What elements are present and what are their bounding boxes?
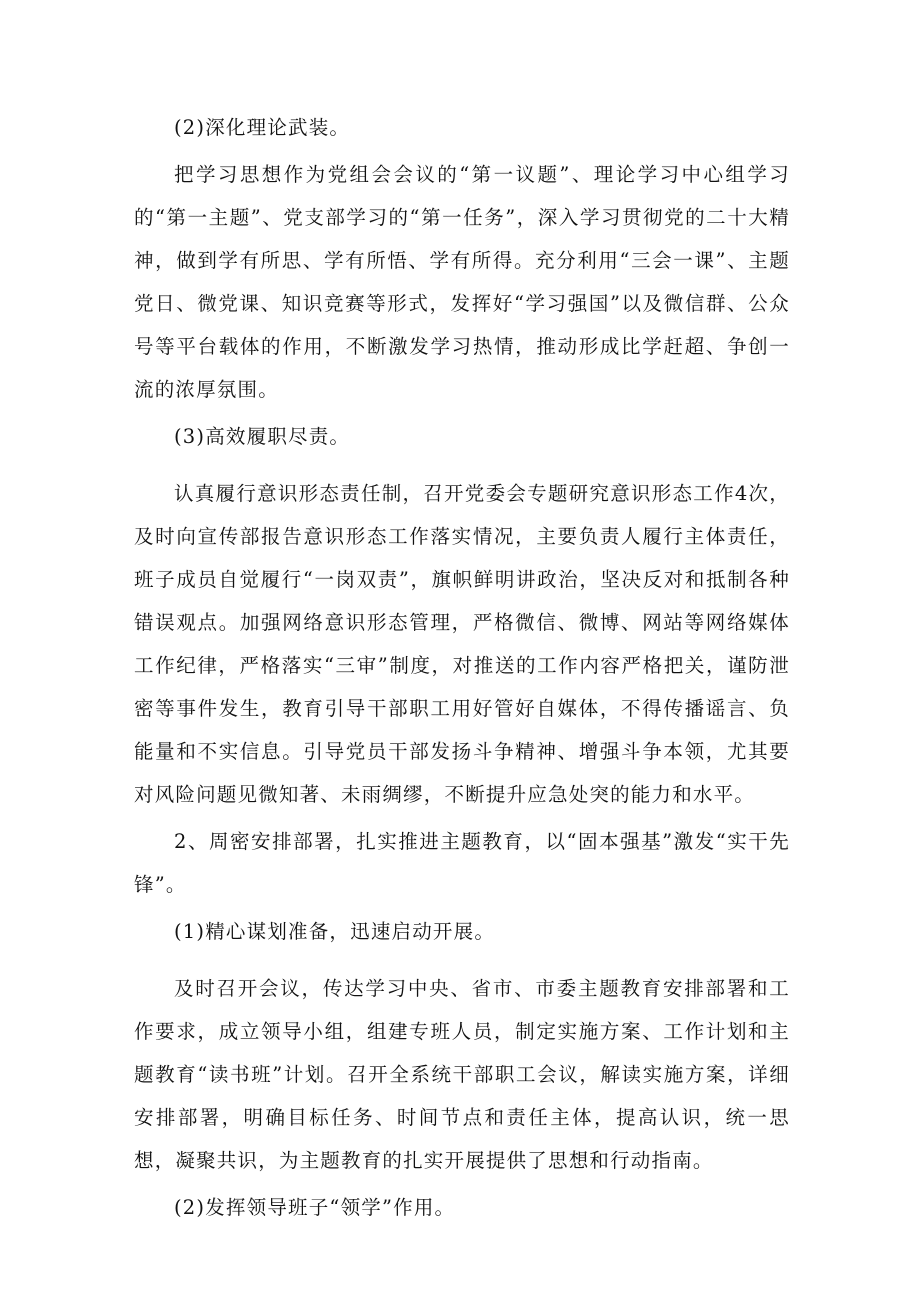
paragraph-study-thought: 把学习思想作为党组会会议的“第一议题”、理论学习中心组学习的“第一主题”、党支部学习的“第一任务”，深入学习贯彻党的二十大精神，做到学有所思、学有所悟、学有所得。充分利用“三会一课”、主题党日、微党课、知识竞赛等形式，发挥好“学习强国”以及微信群、公众号等平台载体的作用，不断激发学习热情，推动形成比学赶超、争创一流的浓厚氛围。 [134, 163, 790, 401]
paragraph-convene-meetings: 及时召开会议，传达学习中央、省市、市委主题教育安排部署和工作要求，成立领导小组，组建专班人员，制定实施方案、工作计划和主题教育“读书班”计划。召开全系统干部职工会议，解读实施方案，详细安排部署，明确目标任务、时间节点和责任主体，提高认识，统一思想，凝聚共识，为主题教育的扎实开展提供了思想和行动指南。 [134, 977, 790, 1172]
paragraph-ideology-responsibility: 认真履行意识形态责任制，召开党委会专题研究意识形态工作4次，及时向宣传部报告意识形态工作落实情况，主要负责人履行主体责任，班子成员自觉履行“一岗双责”，旗帜鲜明讲政治，坚决反对和抵制各种错误观点。加强网络意识形态管理，严格微信、微博、网站等网络媒体工作纪律，严格落实“三审”制度，对推送的工作内容严格把关，谨防泄密等事件发生，教育引导干部职工用好管好自媒体，不得传播谣言、负能量和不实信息。引导党员干部发扬斗争精神、增强斗争本领，尤其要对风险问题见微知著、未雨绸缪，不断提升应急处突的能力和水平。 [134, 482, 790, 806]
spacer [134, 953, 790, 967]
section-heading-theme-education: 2、周密安排部署，扎实推进主题教育，以“固本强基”激发“实干先锋”。 [134, 830, 790, 896]
spacer [134, 458, 790, 472]
subheading-deepen-theory: (2)深化理论武装。 [174, 116, 351, 139]
subheading-perform-duties: (3)高效履职尽责。 [174, 425, 351, 448]
subheading-leadership-role: (2)发挥领导班子“领学”作用。 [174, 1196, 456, 1219]
subheading-careful-planning: (1)精心谋划准备，迅速启动开展。 [174, 920, 496, 943]
document-body [134, 106, 790, 1229]
